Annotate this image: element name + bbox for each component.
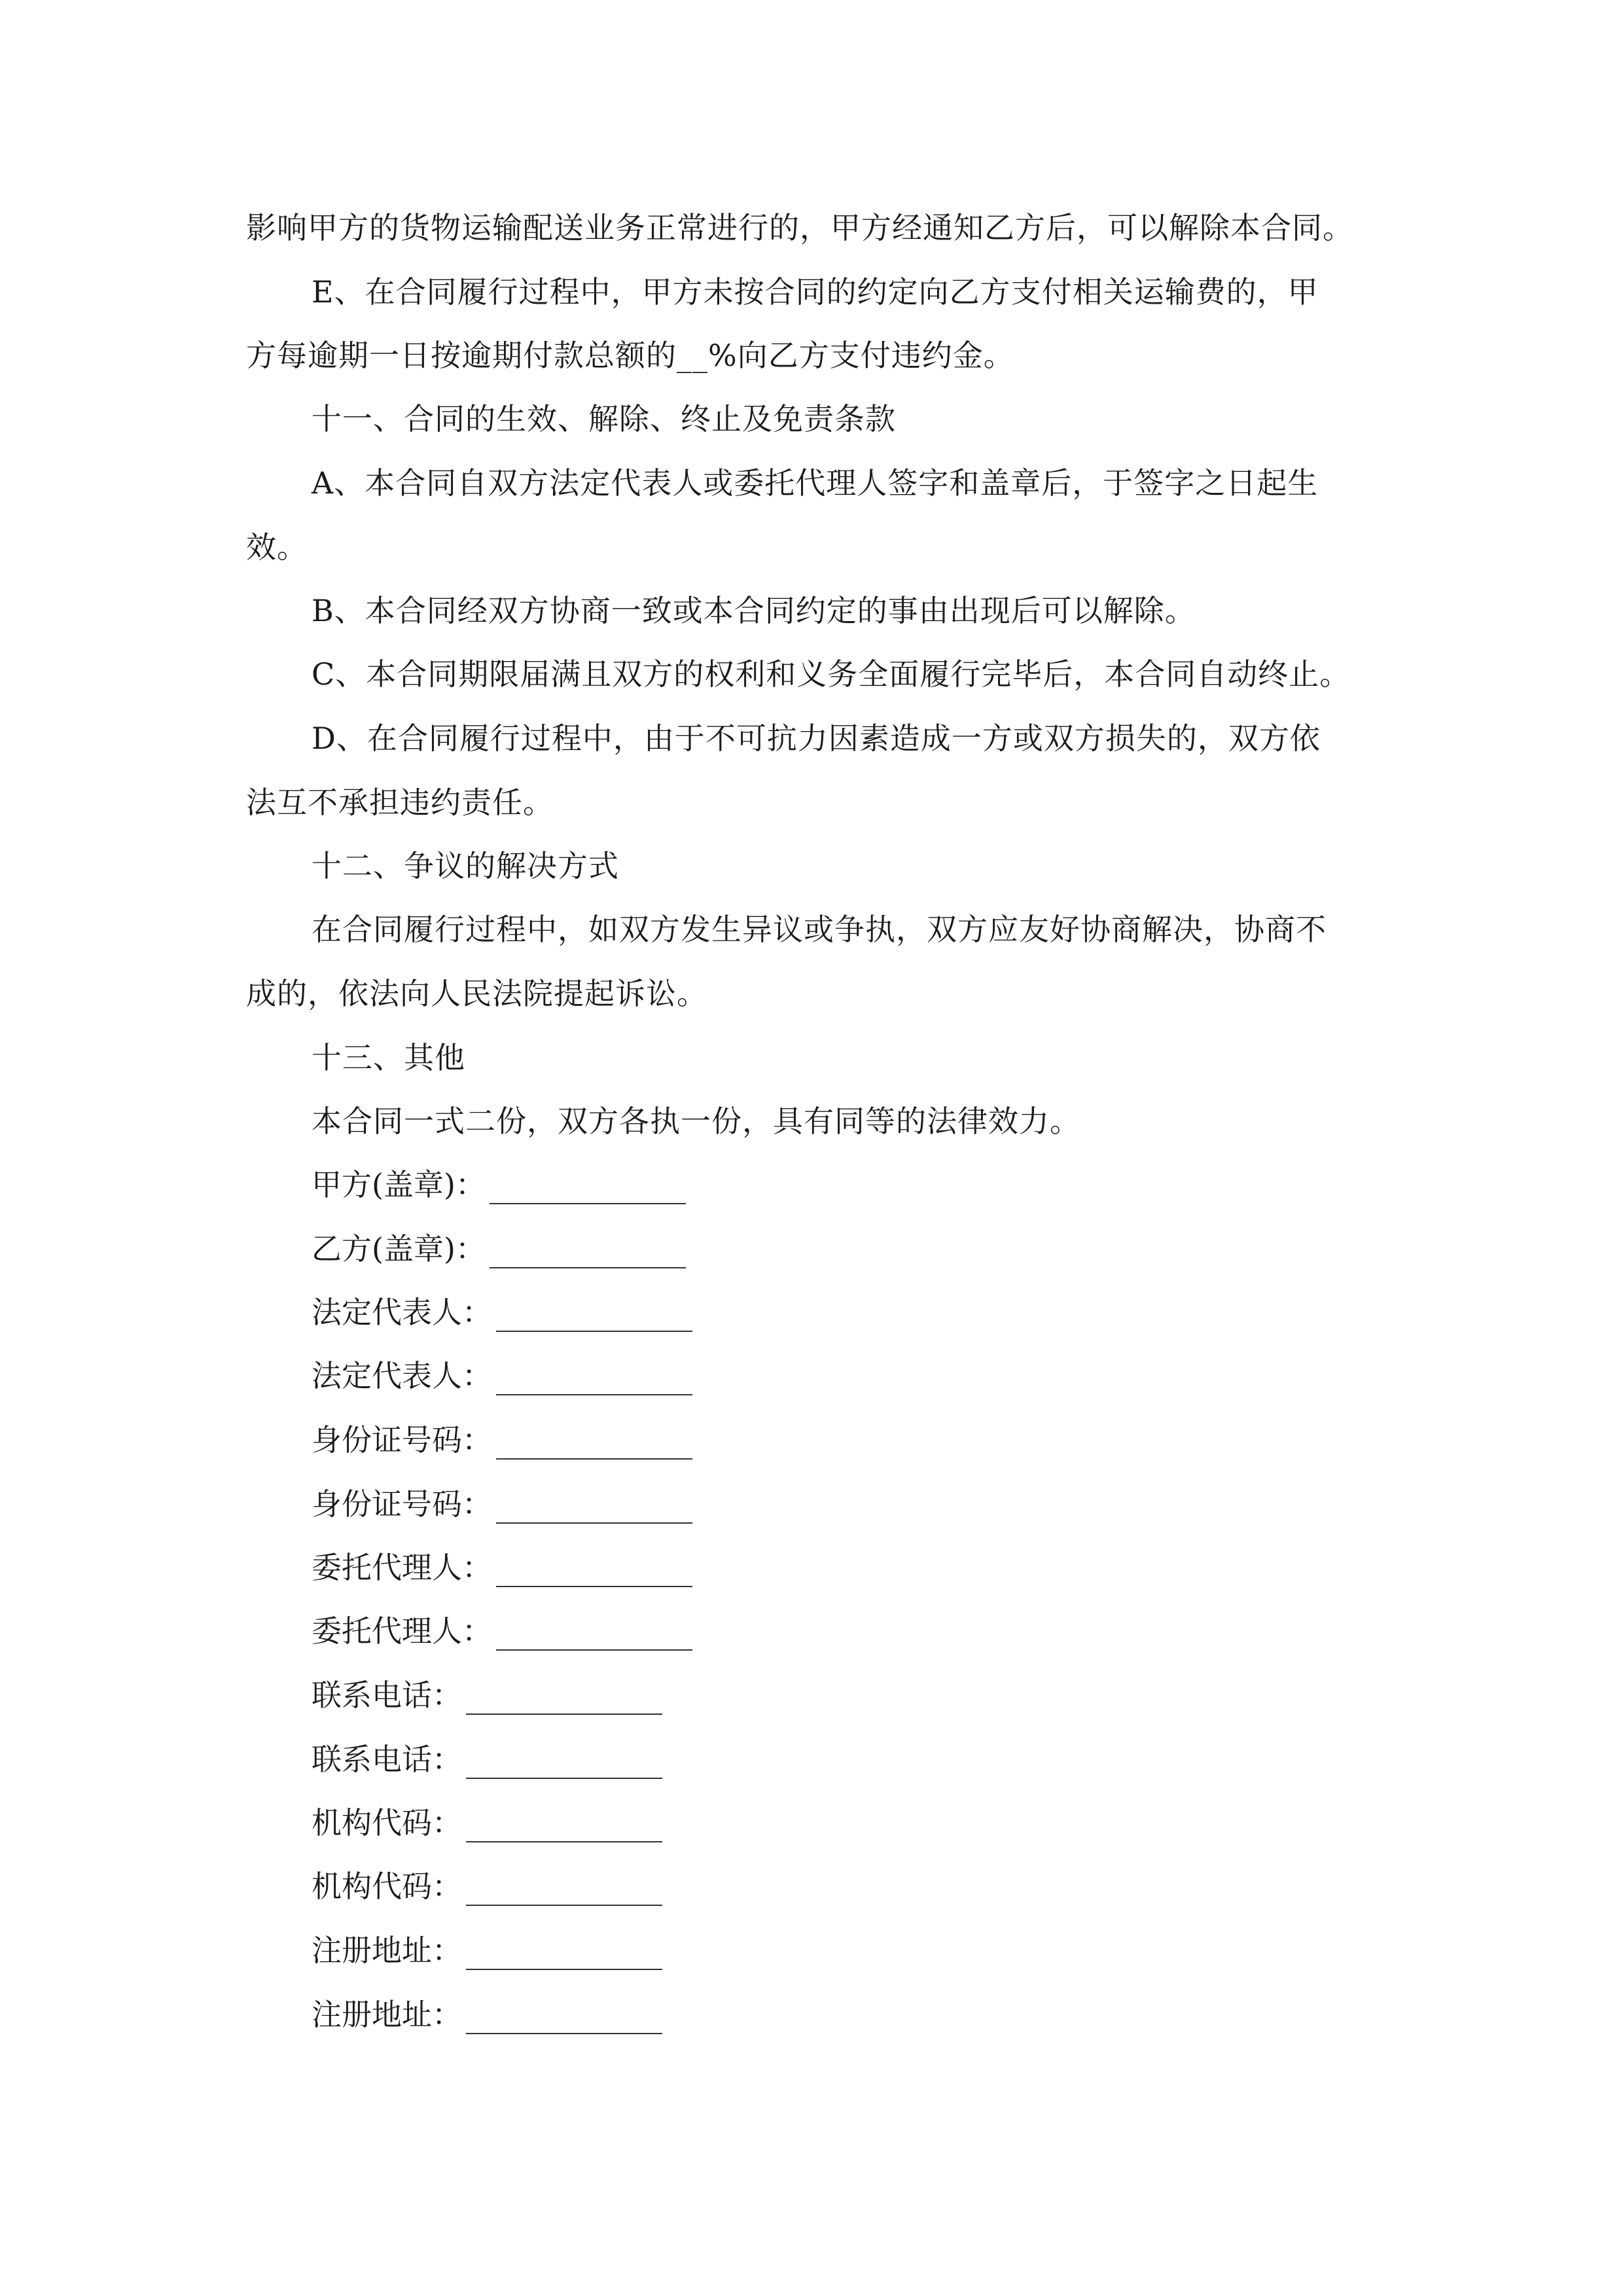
- signature-field: [312, 1293, 692, 1332]
- signature-blank[interactable]: [466, 1751, 662, 1779]
- signature-field: [312, 1420, 692, 1460]
- signature-field: [312, 1931, 662, 1970]
- signature-label: 法定代表人：: [312, 1295, 492, 1330]
- paragraph-line: 本合同一式二份，双方各执一份，具有同等的法律效力。: [312, 1103, 1080, 1139]
- signature-field: [312, 1676, 662, 1715]
- paragraph-line: 方每逾期一日按逾期付款总额的__%向乙方支付违约金。: [246, 338, 1014, 373]
- signature-label: 甲方(盖章)：: [312, 1167, 486, 1202]
- signature-field: [312, 1740, 662, 1779]
- signature-label: 机构代码：: [312, 1869, 462, 1904]
- section-heading: 十二、争议的解决方式: [312, 848, 619, 884]
- signature-blank[interactable]: [466, 1878, 662, 1906]
- paragraph-line: C、本合同期限届满且双方的权利和义务全面履行完毕后，本合同自动终止。: [312, 656, 1351, 692]
- signature-label: 法定代表人：: [312, 1358, 492, 1393]
- paragraph-line: 法互不承担违约责任。: [246, 785, 554, 820]
- signature-blank[interactable]: [466, 2007, 662, 2034]
- signature-blank[interactable]: [496, 1432, 692, 1460]
- signature-label: 联系电话：: [312, 1677, 462, 1713]
- section-heading: 十一、合同的生效、解除、终止及免责条款: [312, 401, 896, 437]
- signature-blank[interactable]: [466, 1815, 662, 1842]
- paragraph-line: A、本合同自双方法定代表人或委托代理人签字和盖章后，于签字之日起生: [312, 465, 1319, 501]
- paragraph-line: D、在合同履行过程中，由于不可抗力因素造成一方或双方损失的，双方依: [312, 721, 1321, 756]
- signature-blank[interactable]: [496, 1368, 692, 1395]
- signature-label: 委托代理人：: [312, 1550, 492, 1585]
- signature-blank[interactable]: [490, 1177, 686, 1204]
- signature-field: [312, 1484, 692, 1524]
- signature-field: [312, 1548, 692, 1587]
- signature-field: [312, 1356, 692, 1395]
- signature-blank[interactable]: [496, 1560, 692, 1587]
- signature-label: 机构代码：: [312, 1805, 462, 1840]
- signature-label: 注册地址：: [312, 1997, 462, 2032]
- signature-label: 联系电话：: [312, 1742, 462, 1777]
- signature-label: 身份证号码：: [312, 1486, 492, 1522]
- signature-field: [312, 1803, 662, 1842]
- paragraph-line: B、本合同经双方协商一致或本合同约定的事由出现后可以解除。: [312, 593, 1196, 628]
- section-heading: 十三、其他: [312, 1040, 465, 1075]
- signature-field: [312, 1995, 662, 2034]
- signature-label: 身份证号码：: [312, 1422, 492, 1458]
- paragraph-line: 成的，依法向人民法院提起诉讼。: [246, 976, 707, 1011]
- paragraph-line: E、在合同履行过程中，甲方未按合同的约定向乙方支付相关运输费的，甲: [312, 274, 1319, 310]
- signature-label: 注册地址：: [312, 1933, 462, 1968]
- signature-field: [312, 1611, 692, 1651]
- signature-field: [312, 1867, 662, 1906]
- signature-label: 乙方(盖章)：: [312, 1231, 486, 1266]
- signature-blank[interactable]: [496, 1496, 692, 1524]
- paragraph-line: 在合同履行过程中，如双方发生异议或争执，双方应友好协商解决，协商不: [312, 912, 1327, 947]
- signature-blank[interactable]: [496, 1304, 692, 1332]
- signature-blank[interactable]: [466, 1943, 662, 1970]
- paragraph-line: 效。: [246, 529, 308, 565]
- signature-blank[interactable]: [490, 1241, 686, 1268]
- signature-field: [312, 1229, 686, 1268]
- signature-field: [312, 1165, 686, 1204]
- paragraph-line: 影响甲方的货物运输配送业务正常进行的，甲方经通知乙方后，可以解除本合同。: [246, 210, 1353, 245]
- signature-blank[interactable]: [466, 1687, 662, 1715]
- signature-label: 委托代理人：: [312, 1613, 492, 1649]
- signature-blank[interactable]: [496, 1623, 692, 1651]
